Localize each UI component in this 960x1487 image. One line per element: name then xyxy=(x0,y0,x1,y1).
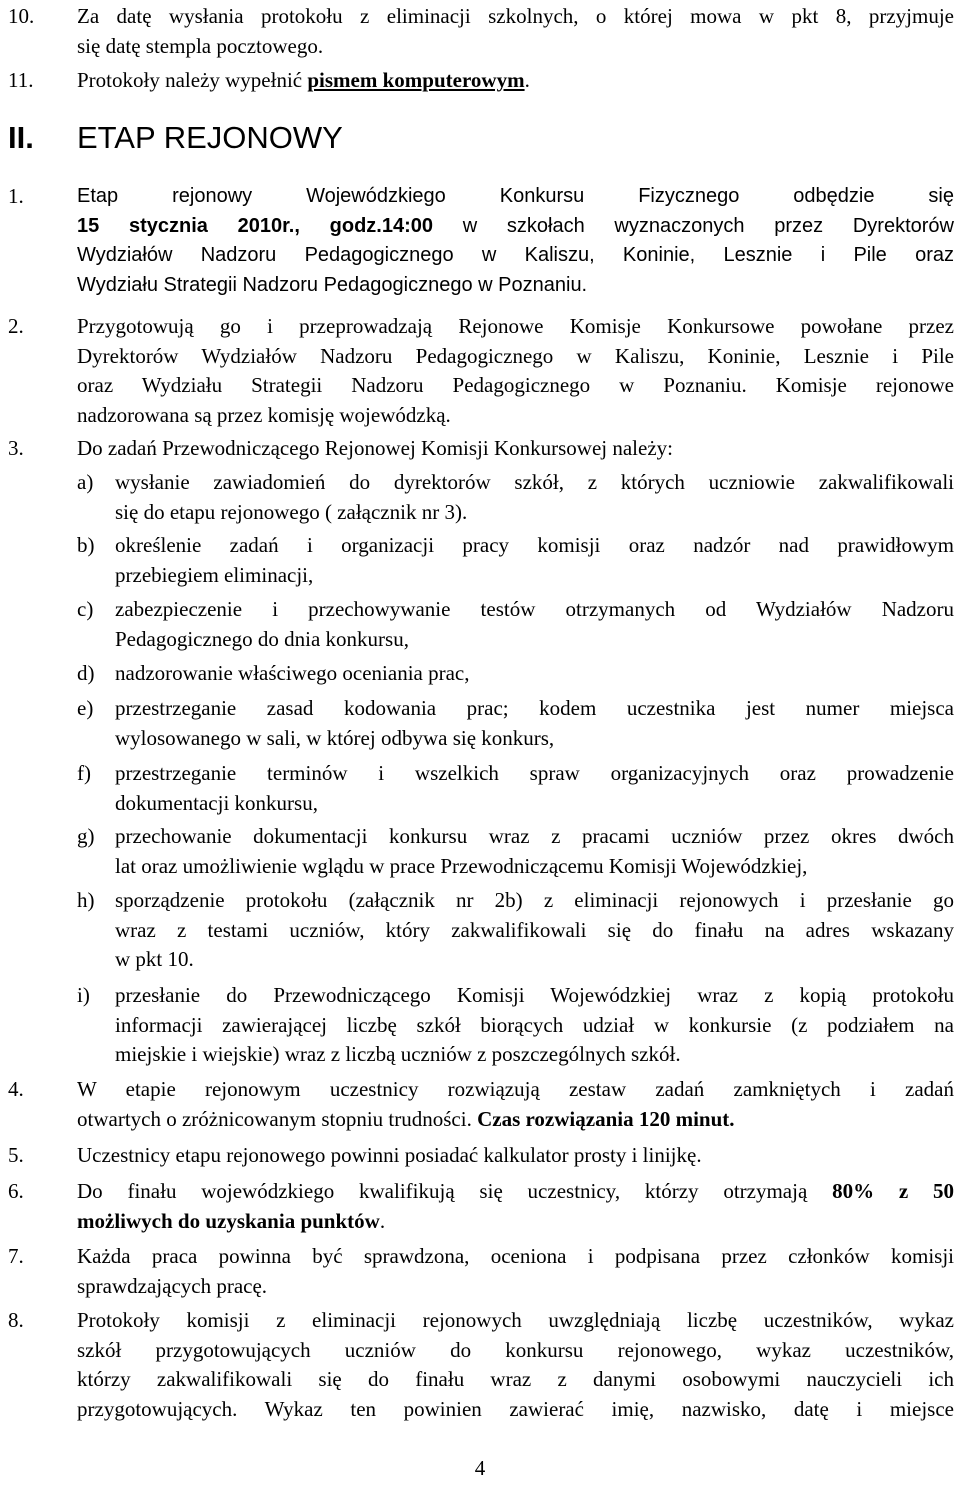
item-text xyxy=(77,1177,954,1236)
text-line: dokumentacji konkursu, xyxy=(115,790,318,815)
item-number: 6. xyxy=(8,1179,24,1203)
text-line: Protokoły komisji z eliminacji rejonowych uwzględniają liczbę uczestników, wykaz xyxy=(77,1308,954,1332)
sub-item-letter: g) xyxy=(77,824,95,848)
sub-item-letter: a) xyxy=(77,470,94,494)
text-line: wylosowanego w sali, w której odbywa się konkurs, xyxy=(115,725,555,750)
text-line: W etapie rejonowym uczestnicy rozwiązują zestaw zadań zamkniętych i zadań xyxy=(77,1077,954,1101)
section-title: ETAP REJONOWY xyxy=(77,120,343,155)
text-run: w szkołach wyznaczonych przez Dyrektorów xyxy=(433,214,954,237)
text-line: Każda praca powinna być sprawdzona, oceniona i podpisana przez członków komisji xyxy=(77,1244,954,1268)
text-line: Przygotowują go i przeprowadzają Rejonowe Komisje Konkursowe powołane przez xyxy=(77,314,954,338)
text-line: określenie zadań i organizacji pracy komisji oraz nadzór nad prawidłowym xyxy=(115,533,954,557)
text-run: Do finału wojewódzkiego kwalifikują się uczestnicy, którzy otrzymają xyxy=(77,1179,833,1203)
text-line: miejskie i wiejskie) wraz z liczbą uczniów z poszczególnych szkół. xyxy=(115,1042,681,1066)
text-line: przechowanie dokumentacji konkursu wraz z pracami uczniów przez okres dwóch xyxy=(115,824,954,848)
underlined-text: pismem komputerowym xyxy=(307,68,525,92)
item-text xyxy=(77,2,954,61)
sub-item-letter: e) xyxy=(77,696,94,720)
text-line: którzy zakwalifikowali się do finału wraz z danymi osobowymi nauczycieli ich xyxy=(77,1367,954,1391)
item-number: 7. xyxy=(8,1244,24,1268)
item-number: 11. xyxy=(8,68,34,92)
text-line: nadzorowana są przez komisję wojewódzką. xyxy=(77,402,451,427)
text-line: się datę stempla pocztowego. xyxy=(77,33,324,58)
text-line: wysłanie zawiadomień do dyrektorów szkół, z których uczniowie zakwalifikowali xyxy=(115,470,954,494)
item-text xyxy=(77,1075,954,1134)
text-line: nadzorowanie właściwego oceniania prac, xyxy=(115,661,470,685)
bold-duration: Czas rozwiązania 120 minut. xyxy=(477,1106,735,1131)
text-line: sprawdzających pracę. xyxy=(77,1273,268,1298)
text-line: Wydziału Strategii Nadzoru Pedagogicznego w Poznaniu. xyxy=(77,273,588,296)
page-number: 4 xyxy=(474,1456,486,1480)
bold-threshold: 80% z 50 xyxy=(832,1179,954,1203)
text-line: Dyrektorów Wydziałów Nadzoru Pedagogicznego w Kaliszu, Koninie, Lesznie i Pile xyxy=(77,343,954,368)
sub-item-letter: h) xyxy=(77,888,95,912)
item-text xyxy=(77,434,954,464)
sub-item-letter: f) xyxy=(77,761,91,785)
sub-item-letter: d) xyxy=(77,661,95,685)
text-run: . xyxy=(379,1208,386,1233)
item-number: 10. xyxy=(8,4,35,28)
item-number: 5. xyxy=(8,1143,24,1167)
item-text xyxy=(77,1242,954,1301)
item-number: 1. xyxy=(8,184,24,208)
item-number: 3. xyxy=(8,436,24,460)
item-number: 8. xyxy=(8,1308,24,1332)
text-line: informacji zawierającej liczbę szkół biorących udział w konkursie (z podziałem na xyxy=(115,1012,954,1037)
sub-item-letter: b) xyxy=(77,533,95,557)
item-text xyxy=(77,1141,954,1171)
text-line: szkół przygotowujących uczniów do konkursu rejonowego, wykaz uczestników, xyxy=(77,1337,954,1362)
item-text xyxy=(77,182,954,300)
text-line: przestrzeganie zasad kodowania prac; kodem uczestnika jest numer miejsca xyxy=(115,696,954,720)
text-run: Protokoły należy wypełnić xyxy=(77,68,308,92)
text-line: oraz Wydziału Strategii Nadzoru Pedagogicznego w Poznaniu. Komisje rejonowe xyxy=(77,373,954,397)
text-run: otwartych o zróżnicowanym stopniu trudności. xyxy=(77,1106,478,1131)
text-line: Etap rejonowy Wojewódzkiego Konkursu Fizycznego odbędzie się xyxy=(77,185,954,207)
text-line: Do zadań Przewodniczącego Rejonowej Komisji Konkursowej należy: xyxy=(77,436,673,460)
text-line: wraz z testami uczniów, który zakwalifikowali się do finału na adres wskazany xyxy=(115,917,954,942)
item-text xyxy=(77,312,954,430)
text-line: Pedagogicznego do dnia konkursu, xyxy=(115,626,409,651)
section-number: II. xyxy=(8,120,34,155)
text-line: zabezpieczenie i przechowywanie testów otrzymanych od Wydziałów Nadzoru xyxy=(115,597,954,621)
item-text xyxy=(77,66,954,96)
text-line: lat oraz umożliwienie wglądu w prace Przewodniczącemu Komisji Wojewódzkiej, xyxy=(115,853,808,878)
text-line: Wydziałów Nadzoru Pedagogicznego w Kaliszu, Koninie, Lesznie i Pile oraz xyxy=(77,244,954,266)
text-line: przesłanie do Przewodniczącego Komisji Wojewódzkiej wraz z kopią protokołu xyxy=(115,983,954,1007)
item-number: 2. xyxy=(8,314,24,338)
text-line: Uczestnicy etapu rejonowego powinni posiadać kalkulator prosty i linijkę. xyxy=(77,1143,702,1167)
text-line: przestrzeganie terminów i wszelkich spraw organizacyjnych oraz prowadzenie xyxy=(115,761,954,785)
text-line: w pkt 10. xyxy=(115,947,194,971)
text-line: przygotowujących. Wykaz ten powinien zawierać imię, nazwisko, datę i miejsce xyxy=(77,1396,954,1421)
bold-points-text: możliwych do uzyskania punktów xyxy=(77,1208,380,1233)
text-line: sporządzenie protokołu (załącznik nr 2b) z eliminacji rejonowych i przesłanie go xyxy=(115,888,954,912)
item-number: 4. xyxy=(8,1077,24,1101)
sub-item-letter: i) xyxy=(77,983,90,1007)
text-line: się do etapu rejonowego ( załącznik nr 3). xyxy=(115,499,468,524)
text-run: . xyxy=(524,68,530,92)
item-text xyxy=(77,1306,954,1424)
text-line: przebiegiem eliminacji, xyxy=(115,562,314,587)
sub-item-letter: c) xyxy=(77,597,94,621)
text-line: Za datę wysłania protokołu z eliminacji szkolnych, o której mowa w pkt 8, przyjmuje xyxy=(77,4,954,28)
bold-date: 15 stycznia 2010r., godz.14:00 xyxy=(77,214,433,237)
